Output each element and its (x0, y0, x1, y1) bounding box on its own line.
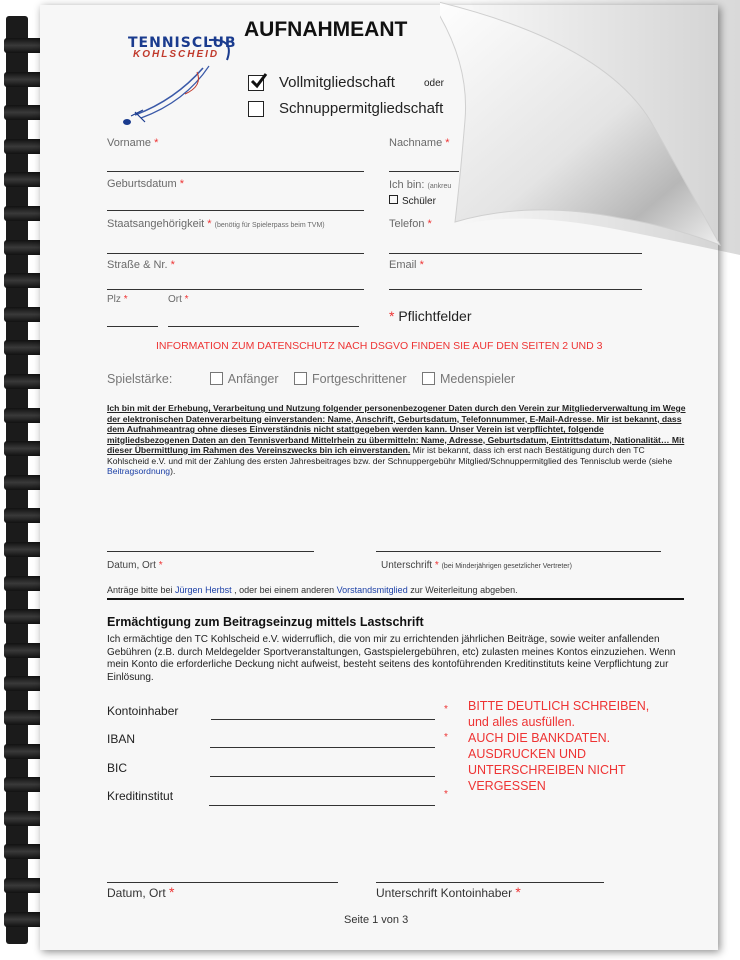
medenspieler-checkbox[interactable] (422, 372, 435, 385)
bic-field[interactable] (210, 776, 435, 777)
section-title: Ermächtigung zum Beitragseinzug mittels Lastschrift (107, 615, 424, 629)
pflichtfelder-note: * Pflichtfelder (389, 308, 472, 324)
consent-paragraph (107, 403, 687, 477)
email-label: Email * (389, 259, 424, 271)
option-anfaenger[interactable]: Anfänger (210, 372, 279, 386)
schueler-option[interactable]: Schüler (389, 195, 436, 207)
geburtsdatum-field[interactable] (107, 210, 364, 211)
form-title: AUFNAHMEANT (244, 18, 408, 41)
ort-label: Ort * (168, 294, 189, 305)
consent-normal: Mir ist bekannt, dass ich erst nach Bestätigung durch den TC Kohlscheid e.V. und mit der Zahlung des ersten Jahresbeitrages bzw. der Schnuppergebühr Mitglied/Schnuppermitglied des Tennisclub werde (siehe (107, 445, 673, 466)
datenschutz-info: INFORMATION ZUM DATENSCHUTZ NACH DSGVO FINDEN SIE AUF DEN SEITEN 2 UND 3 (156, 340, 603, 352)
kontoinhaber-label: Kontoinhaber (107, 704, 179, 718)
ort-field[interactable] (168, 326, 359, 327)
spielstaerke-label: Spielstärke: (107, 372, 173, 386)
option-full-membership[interactable] (248, 74, 395, 91)
signature1-date-line[interactable] (107, 551, 314, 552)
page-number: Seite 1 von 3 (344, 914, 409, 926)
iban-label: IBAN (107, 732, 136, 746)
email-field[interactable] (389, 289, 642, 290)
plz-label: Plz * (107, 294, 128, 305)
kreditinstitut-label: Kreditinstitut (107, 789, 174, 803)
strasse-label: Straße & Nr. * (107, 259, 175, 271)
kreditinstitut-required: * (444, 789, 448, 800)
ich-bin-label: Ich bin: (ankreu (389, 179, 452, 191)
submit-note: Anträge bitte bei Jürgen Herbst , oder bei einem anderen Vorstandsmitglied zur Weiterleitung abgeben. (107, 585, 518, 595)
logo-title: TENNISCLUB (128, 35, 237, 51)
consent-bold: Ich bin mit der Erhebung, Verarbeitung und Nutzung folgender personenbezogener Daten durch den Verein zur Mitgliederverwaltung im Wege der elektronischen Datenverarbeitung einverstanden: Name, Anschrift, Geburtsdatum, Telefonnummer, E-Mail-Adresse. Mir ist bekannt, dass dem Aufnahmeantrag ohne dieses Einverständnis nicht stattgegeben werden kann. Unser Verein ist verpflichtet, folgende mitgliedsbezogenen Daten an den Tennisverband Mittelrhein zu übermitteln: Name, Adresse, Geburtsdatum, Eintrittsdatum, Nationalität… Mit dieser Übermittlung im Rahmen des Vereinszwecks bin ich einverstanden. (107, 403, 686, 455)
beitragsordnung-link[interactable]: Beitragsordnung (107, 466, 171, 476)
staat-field[interactable] (107, 253, 364, 254)
signature2-sign-line[interactable] (376, 882, 604, 883)
geburtsdatum-label: Geburtsdatum * (107, 178, 185, 190)
signature2-sign-label: Unterschrift Kontoinhaber * (376, 884, 521, 900)
signature2-date-label: Datum, Ort * (107, 884, 175, 900)
nachname-label: Nachname * (389, 137, 450, 149)
vorstand-link[interactable]: Vorstandsmitglied (336, 585, 408, 595)
checkmark-icon (250, 72, 268, 90)
consent-end: ). (170, 466, 176, 476)
warning-note: BITTE DEUTLICH SCHREIBEN, und alles ausfüllen. AUCH DIE BANKDATEN. AUSDRUCKEN UND UNTERSCHREIBEN NICHT VERGESSEN (468, 699, 650, 793)
full-membership-label: Vollmitgliedschaft (279, 74, 395, 91)
telefon-label: Telefon * (389, 218, 432, 230)
section-divider (107, 598, 684, 600)
strasse-field[interactable] (107, 289, 364, 290)
logo-racket-icon (105, 30, 245, 125)
kontoinhaber-required: * (444, 704, 448, 715)
trial-membership-label: Schnuppermitgliedschaft (279, 100, 444, 117)
kontoinhaber-field[interactable] (211, 719, 435, 720)
schueler-checkbox[interactable] (389, 195, 398, 204)
staat-label: Staatsangehörigkeit * (benötig für Spielerpass beim TVM) (107, 218, 325, 230)
oder-text: oder (424, 78, 445, 89)
logo-subtitle: KOHLSCHEID (133, 49, 220, 60)
contact-link[interactable]: Jürgen Herbst (175, 585, 232, 595)
bic-label: BIC (107, 761, 128, 775)
option-medenspieler[interactable]: Medenspieler (422, 372, 515, 386)
page-curl (440, 0, 740, 255)
option-trial-membership[interactable] (248, 100, 443, 117)
signature1-date-label: Datum, Ort * (107, 560, 163, 571)
signature2-date-line[interactable] (107, 882, 338, 883)
vorname-field[interactable] (107, 171, 364, 172)
option-fortgeschrittener[interactable]: Fortgeschrittener (294, 372, 406, 386)
anfaenger-checkbox[interactable] (210, 372, 223, 385)
trial-membership-checkbox[interactable] (248, 101, 264, 117)
fortgeschrittener-checkbox[interactable] (294, 372, 307, 385)
signature1-sign-label: Unterschrift * (bei Minderjährigen gesetzlicher Vertreter) (381, 560, 572, 571)
kreditinstitut-field[interactable] (209, 805, 435, 806)
vorname-label: Vorname * (107, 137, 159, 149)
iban-field[interactable] (210, 747, 435, 748)
plz-field[interactable] (107, 326, 158, 327)
section-text: Ich ermächtige den TC Kohlscheid e.V. widerruflich, die von mir zu errichtenden jährlichen Beiträge, sowie weiter anfallenden Gebühren (z.B. durch Meldegelder Sportveranstaltungen, Gastspielergebühren, etc) zulasten meines Kontos einzuziehen. Wenn mein Konto die erforderliche Deckung nicht aufweist, besteht seitens des kontoführenden Kreditinstituts keine Verpflichtung zur Einlösung. (107, 634, 676, 683)
iban-required: * (444, 732, 448, 743)
spielstaerke-row (107, 372, 515, 386)
signature1-sign-line[interactable] (376, 551, 661, 552)
